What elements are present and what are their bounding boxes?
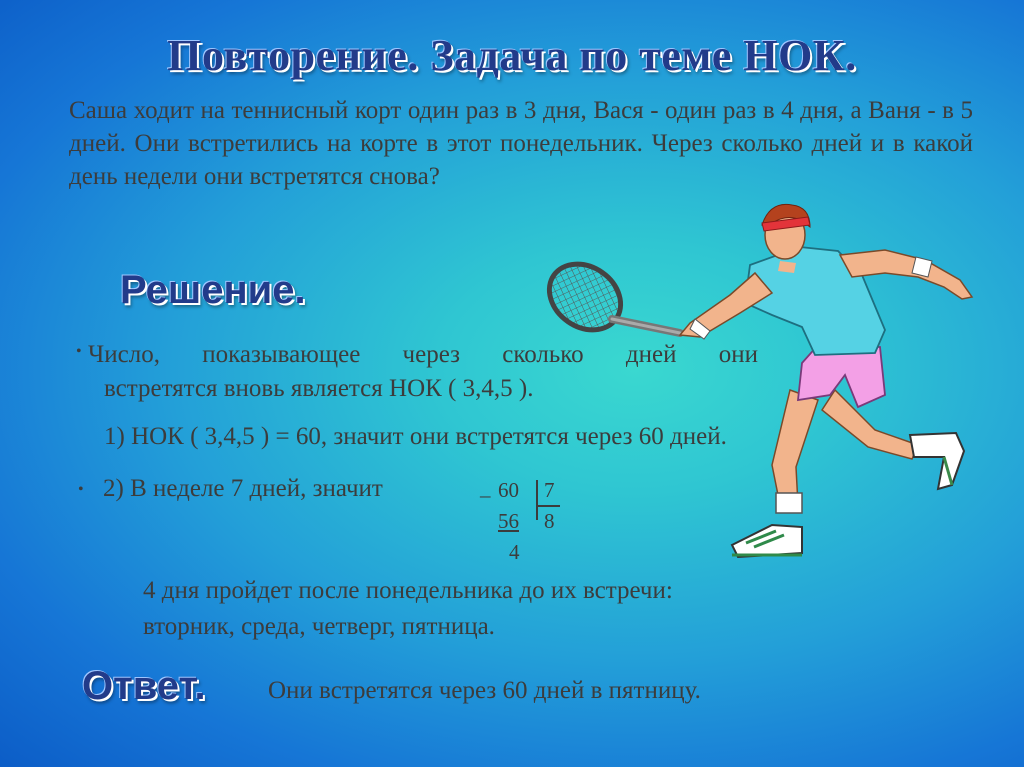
division-minus: _ — [480, 476, 491, 500]
tennis-player-illustration — [540, 195, 980, 575]
division-quotient: 8 — [544, 509, 555, 533]
conclusion-line-1: 4 дня пройдет после понедельника до их встречи: — [143, 577, 673, 604]
bullet-2: • — [78, 481, 84, 498]
division-vertical-line — [536, 480, 538, 520]
problem-statement: Саша ходит на теннисный корт один раз в 3 дня, Вася - один раз в 4 дня, а Ваня - в 5 дней. Они встретились на корте в этот понедельник. Через сколько дней и в какой день недели они встретятся снова? — [69, 97, 973, 190]
division-dividend: 60 — [498, 478, 519, 502]
bullet-1-line-2: встретятся вновь является НОК ( 3,4,5 ). — [104, 375, 534, 402]
division-divisor: 7 — [544, 478, 555, 502]
solution-heading: Решение. — [120, 268, 306, 312]
answer-text: Они встретятся через 60 дней в пятницу. — [268, 677, 701, 704]
division-subtrahend: 56 — [498, 509, 519, 533]
step-2: 2) В неделе 7 дней, значит — [103, 475, 383, 502]
conclusion-line-2: вторник, среда, четверг, пятница. — [143, 613, 495, 640]
bullet-1-line-1: Число, показывающее через сколько дней они — [88, 341, 758, 368]
slide-title: Повторение. Задача по теме НОК. — [167, 31, 857, 80]
racket-icon — [540, 251, 680, 344]
step-1: 1) НОК ( 3,4,5 ) = 60, значит они встретятся через 60 дней. — [104, 423, 727, 450]
division-horizontal-line — [536, 505, 560, 507]
division-remainder: 4 — [509, 540, 520, 564]
bullet-1: • — [76, 343, 82, 360]
answer-heading: Ответ. — [82, 664, 206, 708]
